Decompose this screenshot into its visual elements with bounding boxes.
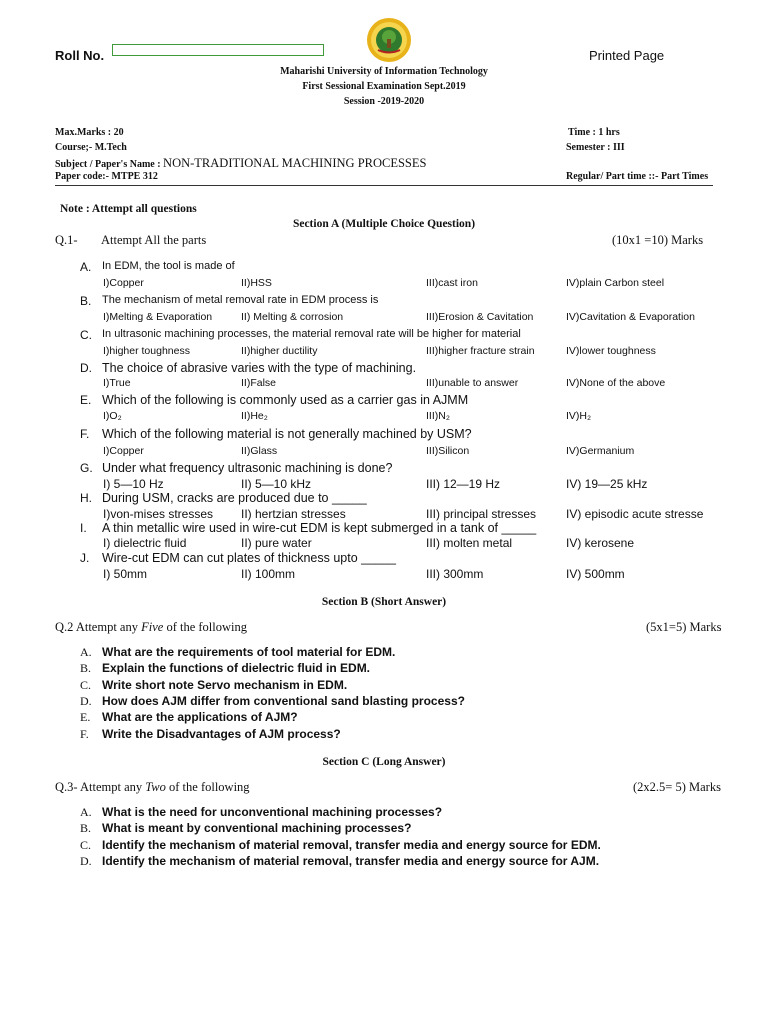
- subject-label: Subject / Paper's Name :: [55, 159, 161, 170]
- mcq-option: III) 12—19 Hz: [426, 477, 501, 491]
- section-b-title: Section B (Short Answer): [321, 596, 447, 608]
- list-item-question: What is the need for unconventional machining processes?: [102, 805, 443, 819]
- mcq-item-letter: I.: [80, 521, 87, 535]
- mcq-option: II)higher ductility: [241, 345, 318, 357]
- list-item-letter: D.: [80, 854, 92, 868]
- q1-label: Q.1-: [55, 233, 78, 247]
- list-item-question: What are the applications of AJM?: [102, 710, 298, 724]
- mcq-item-question: Wire-cut EDM can cut plates of thickness upto _____: [102, 551, 396, 565]
- mcq-option: I)O₂: [103, 410, 122, 422]
- mcq-option: II) Melting & corrosion: [241, 311, 344, 323]
- mcq-option: III) 300mm: [426, 567, 484, 581]
- semester: Semester : III: [566, 142, 625, 153]
- mcq-option: I)Melting & Evaporation: [103, 311, 213, 323]
- mcq-option: II) 100mm: [241, 567, 296, 581]
- mcq-item-question: Under what frequency ultrasonic machining is done?: [102, 461, 393, 475]
- paper-code: Paper code:- MTPE 312: [55, 171, 158, 182]
- subject-value: NON-TRADITIONAL MACHINING PROCESSES: [163, 156, 427, 170]
- list-item-letter: E.: [80, 710, 91, 724]
- university-name: Maharishi University of Information Technology: [280, 66, 488, 77]
- q2-prompt: [55, 620, 247, 635]
- mcq-option: IV) episodic acute stresse: [566, 507, 704, 521]
- q2-count: Five: [141, 620, 164, 634]
- mcq-option: IV)plain Carbon steel: [566, 277, 665, 289]
- q3-marks: (2x2.5= 5) Marks: [633, 780, 721, 794]
- list-item-letter: B.: [80, 661, 92, 675]
- mcq-option: III)Silicon: [426, 445, 470, 457]
- mcq-option: III) molten metal: [426, 536, 513, 550]
- exam-title: First Sessional Examination Sept.2019: [302, 81, 466, 92]
- mcq-option: I)Copper: [103, 277, 144, 289]
- q2-suffix: of the following: [163, 620, 247, 634]
- mcq-item-letter: A.: [80, 260, 92, 274]
- q3-prefix: Q.3- Attempt any: [55, 780, 146, 794]
- mcq-option: I)higher toughness: [103, 345, 190, 357]
- max-marks: Max.Marks : 20: [55, 127, 124, 138]
- mcq-item-letter: J.: [80, 551, 90, 565]
- instructions-note: Note : Attempt all questions: [60, 203, 197, 215]
- mcq-item-question: During USM, cracks are produced due to _____: [102, 491, 367, 505]
- mcq-item-question: A thin metallic wire used in wire-cut EDM is kept submerged in a tank of _____: [102, 521, 537, 535]
- university-logo: [366, 17, 412, 63]
- mcq-option: III)unable to answer: [426, 377, 519, 389]
- mcq-option: III)N₂: [426, 410, 450, 422]
- mcq-item-letter: G.: [80, 461, 93, 475]
- list-item-letter: C.: [80, 678, 92, 692]
- mcq-item-letter: E.: [80, 393, 92, 407]
- mcq-item-question: Which of the following is commonly used as a carrier gas in AJMM: [102, 393, 469, 407]
- list-item-question: Identify the mechanism of material removal, transfer media and energy source for EDM.: [102, 838, 601, 852]
- mcq-option: IV)None of the above: [566, 377, 666, 389]
- session-label: Session -2019-2020: [343, 96, 425, 107]
- list-item-question: Write the Disadvantages of AJM process?: [102, 727, 341, 741]
- list-item-question: What is meant by conventional machining processes?: [102, 821, 412, 835]
- mcq-item-question: The mechanism of metal removal rate in EDM process is: [102, 294, 379, 306]
- q3-count: Two: [145, 780, 166, 794]
- mcq-option: III)Erosion & Cavitation: [426, 311, 534, 323]
- section-c-title: Section C (Long Answer): [322, 756, 446, 768]
- printed-page-label: Printed Page: [589, 48, 665, 63]
- mcq-option: I) dielectric fluid: [103, 536, 187, 550]
- list-item-letter: A.: [80, 645, 92, 659]
- mcq-option: II) 5—10 kHz: [241, 477, 312, 491]
- mcq-item-letter: B.: [80, 294, 92, 308]
- mcq-item-letter: F.: [80, 427, 90, 441]
- mcq-option: IV)H₂: [566, 410, 592, 422]
- course: Course;- M.Tech: [55, 142, 127, 153]
- mcq-option: IV)Germanium: [566, 445, 635, 457]
- q2-marks: (5x1=5) Marks: [646, 620, 722, 634]
- mcq-option: I) 50mm: [103, 567, 148, 581]
- mcq-option: III)cast iron: [426, 277, 478, 289]
- time-limit: Time : 1 hrs: [568, 127, 620, 138]
- list-item-letter: C.: [80, 838, 92, 852]
- list-item-question: Explain the functions of dielectric fluid in EDM.: [102, 661, 371, 675]
- mcq-option: IV) 19—25 kHz: [566, 477, 648, 491]
- mcq-item-letter: C.: [80, 328, 92, 342]
- mcq-option: I)True: [103, 377, 131, 389]
- roll-no-label: Roll No.: [55, 48, 105, 63]
- list-item-letter: F.: [80, 727, 89, 741]
- mcq-option: IV) kerosene: [566, 536, 635, 550]
- roll-no-field[interactable]: [112, 44, 324, 56]
- q1-marks: (10x1 =10) Marks: [612, 233, 704, 247]
- list-item-question: How does AJM differ from conventional sand blasting process?: [102, 694, 465, 708]
- q3-prompt: [55, 780, 250, 795]
- mcq-item-letter: H.: [80, 491, 92, 505]
- mcq-option: IV)lower toughness: [566, 345, 656, 357]
- mcq-option: II)He₂: [241, 410, 268, 422]
- mcq-option: I)von-mises stresses: [103, 507, 214, 521]
- section-a-title: Section A (Multiple Choice Question): [292, 218, 476, 230]
- mcq-option: I)Copper: [103, 445, 144, 457]
- mcq-option: IV) 500mm: [566, 567, 625, 581]
- mcq-item-question: Which of the following material is not generally machined by USM?: [102, 427, 472, 441]
- list-item-letter: D.: [80, 694, 92, 708]
- list-item-question: What are the requirements of tool material for EDM.: [102, 645, 396, 659]
- mcq-item-question: In ultrasonic machining processes, the material removal rate will be higher for material: [102, 328, 521, 340]
- mcq-option: I) 5—10 Hz: [103, 477, 164, 491]
- list-item-question: Write short note Servo mechanism in EDM.: [102, 678, 348, 692]
- header-divider: [55, 185, 713, 186]
- mcq-item-question: The choice of abrasive varies with the type of machining.: [102, 361, 417, 375]
- mcq-option: IV)Cavitation & Evaporation: [566, 311, 695, 323]
- subject-row: [55, 156, 426, 171]
- q1-text: Attempt All the parts: [101, 233, 207, 247]
- mcq-option: II)HSS: [241, 277, 272, 289]
- mcq-item-letter: D.: [80, 361, 92, 375]
- mcq-option: III)higher fracture strain: [426, 345, 535, 357]
- mcq-option: II)False: [241, 377, 277, 389]
- q2-prefix: Q.2 Attempt any: [55, 620, 142, 634]
- q3-suffix: of the following: [165, 780, 250, 794]
- mcq-option: II)Glass: [241, 445, 278, 457]
- mcq-option: II) pure water: [241, 536, 312, 550]
- mcq-item-question: In EDM, the tool is made of: [102, 260, 235, 272]
- mcq-option: II) hertzian stresses: [241, 507, 346, 521]
- list-item-letter: A.: [80, 805, 92, 819]
- mcq-option: III) principal stresses: [426, 507, 537, 521]
- list-item-letter: B.: [80, 821, 92, 835]
- list-item-question: Identify the mechanism of material removal, transfer media and energy source for AJM.: [102, 854, 600, 868]
- regular-part-time: Regular/ Part time ::- Part Times: [566, 171, 709, 182]
